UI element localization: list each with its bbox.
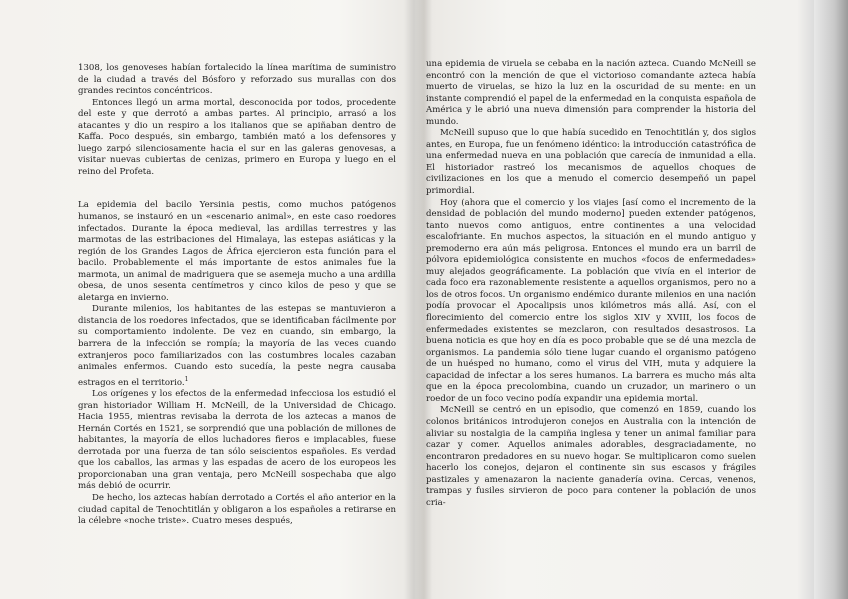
left-paragraph-2: Entonces llegó un arma mortal, desconocida por todos, procedente del este y que derrotó a ambas partes. Al principio, arrasó a los atacantes y dio un respiro a los italianos que se apiñaban dentro de Kaffa. Poco después, sin embargo, también mató a los defensores y luego zarpó silenciosamente hacia el sur en las galeras genovesas, a visitar nuevas cubiertas de cenizas, primero en Europa y luego en el reino del Profeta. xyxy=(78,97,396,177)
left-page xyxy=(78,63,396,528)
section-break xyxy=(78,178,396,200)
left-paragraph-1: 1308, los genoveses habían fortalecido la línea marítima de suministro de la ciudad a través del Bósforo y reforzado sus murallas con dos grandes recintos concéntricos. xyxy=(78,63,396,97)
left-paragraph-4-text: Durante milenios, los habitantes de las estepas se mantuvieron a distancia de los roedores infectados, que se identificaban fácilmente por su comportamiento indolente. De vez en cuando, sin embargo, la barrera de la infección se rompía; la mayoría de las veces cuando extranjeros poco familiarizados con las costumbres locales cazaban animales enfermos. Cuando esto sucedía, la peste negra causaba estragos en el territorio. xyxy=(78,304,396,388)
page-edge-shadow xyxy=(814,0,848,599)
book-fold-shadow xyxy=(404,0,424,599)
left-paragraph-4 xyxy=(78,304,396,389)
left-paragraph-5: Los orígenes y los efectos de la enfermedad infecciosa los estudió el gran historiador William H. McNeill, de la Universidad de Chicago. Hacia 1955, mientras revisaba la derrota de los aztecas a manos de Hernán Cortés en 1521, se sorprendió que una población de millones de habitantes, la mayoría de ellos luchadores fieros e implacables, fuese derrotada por una fuerza de tan sólo seiscientos españoles. Es verdad que los caballos, las armas y las espadas de acero de los europeos les proporcionaban una gran ventaja, pero McNeill sospechaba que algo más debió de ocurrir. xyxy=(78,389,396,492)
footnote-marker: 1 xyxy=(184,375,189,383)
right-paragraph-3: Hoy (ahora que el comercio y los viajes [así como el incremento de la densidad de población del mundo moderno] pueden extender patógenos, tanto nuevos como antiguos, entre continentes a una velocidad escalofriante. En muchos aspectos, la situación en el mundo antiguo y premoderno era aún más peligrosa. Entonces el mundo era un barril de pólvora epidemiológica consistente en muchos «focos de enfermedades» muy alejados geográficamente. La población que vivía en el interior de cada foco era razonablemente resistente a aquellos organismos, pero no a los de otros focos. Un organismo endémico durante milenios en una nación podía provocar el Apocalipsis unos kilómetros más allá. Así, con el florecimiento del comercio entre los siglos XIV y XVIII, los focos de enfermedades existentes se mezclaron, con resultados desastrosos. La buena noticia es que hoy en día es poco probable que se dé una mezcla de organismos. La pandemia sólo tiene lugar cuando el organismo patógeno de un huésped no humano, como el virus del VIH, muta y adquiere la capacidad de infectar a los seres humanos. La barrera es mucho más alta que en la época precolombina, cuando un cruzador, un marinero o un roedor de un foco vecino podía expandir una epidemia mortal. xyxy=(426,197,756,404)
left-paragraph-6: De hecho, los aztecas habían derrotado a Cortés el año anterior en la ciudad capital de Tenochtitlán y obligaron a los españoles a retirarse en la célebre «noche triste». Cuatro meses después, xyxy=(78,493,396,527)
right-paragraph-2: McNeill supuso que lo que había sucedido en Tenochtitlán y, dos siglos antes, en Europa, fue un fenómeno idéntico: la introducción catastrófica de una enfermedad nueva en una población que carecía de inmunidad a ella. El historiador rastreó los mecanismos de aquellos choques de civilizaciones en los que a menudo el comercio desempeñó un papel primordial. xyxy=(426,128,756,197)
right-page xyxy=(426,59,756,509)
right-paragraph-4: McNeill se centró en un episodio, que comenzó en 1859, cuando los colonos británicos introdujeron conejos en Australia con la intención de aliviar su nostalgia de la campiña inglesa y tener un animal familiar para cazar y comer. Aquellos animales adorables, desgraciadamente, no encontraron predadores en su nuevo hogar. Se multiplicaron como suelen hacerlo los conejos, dejaron el continente sin sus escasos y frágiles pastizales y amenazaron la naciente ganadería ovina. Cercas, venenos, trampas y fusiles sirvieron de poco para contener la población de unos cria- xyxy=(426,405,756,508)
right-paragraph-1: una epidemia de viruela se cebaba en la nación azteca. Cuando McNeill se encontró con la mención de que el victorioso comandante azteca había muerto de viruelas, se hizo la luz en la oscuridad de su mente: en un instante comprendió el papel de la enfermedad en la conquista española de América y le abrió una nueva dimensión para comprender la historia del mundo. xyxy=(426,59,756,127)
left-paragraph-3: La epidemia del bacilo Yersinia pestis, como muchos patógenos humanos, se instauró en un «escenario animal», en este caso roedores infectados. Durante la época medieval, las ardillas terrestres y las marmotas de las estribaciones del Himalaya, las estepas asiáticas y la región de los Grandes Lagos de África ejercieron esta función para el bacilo. Probablemente el más importante de estos animales fue la marmota, un animal de madriguera que se asemeja mucho a una ardilla obesa, de unos sesenta centímetros y cinco kilos de peso y que se aletarga en invierno. xyxy=(78,200,396,303)
